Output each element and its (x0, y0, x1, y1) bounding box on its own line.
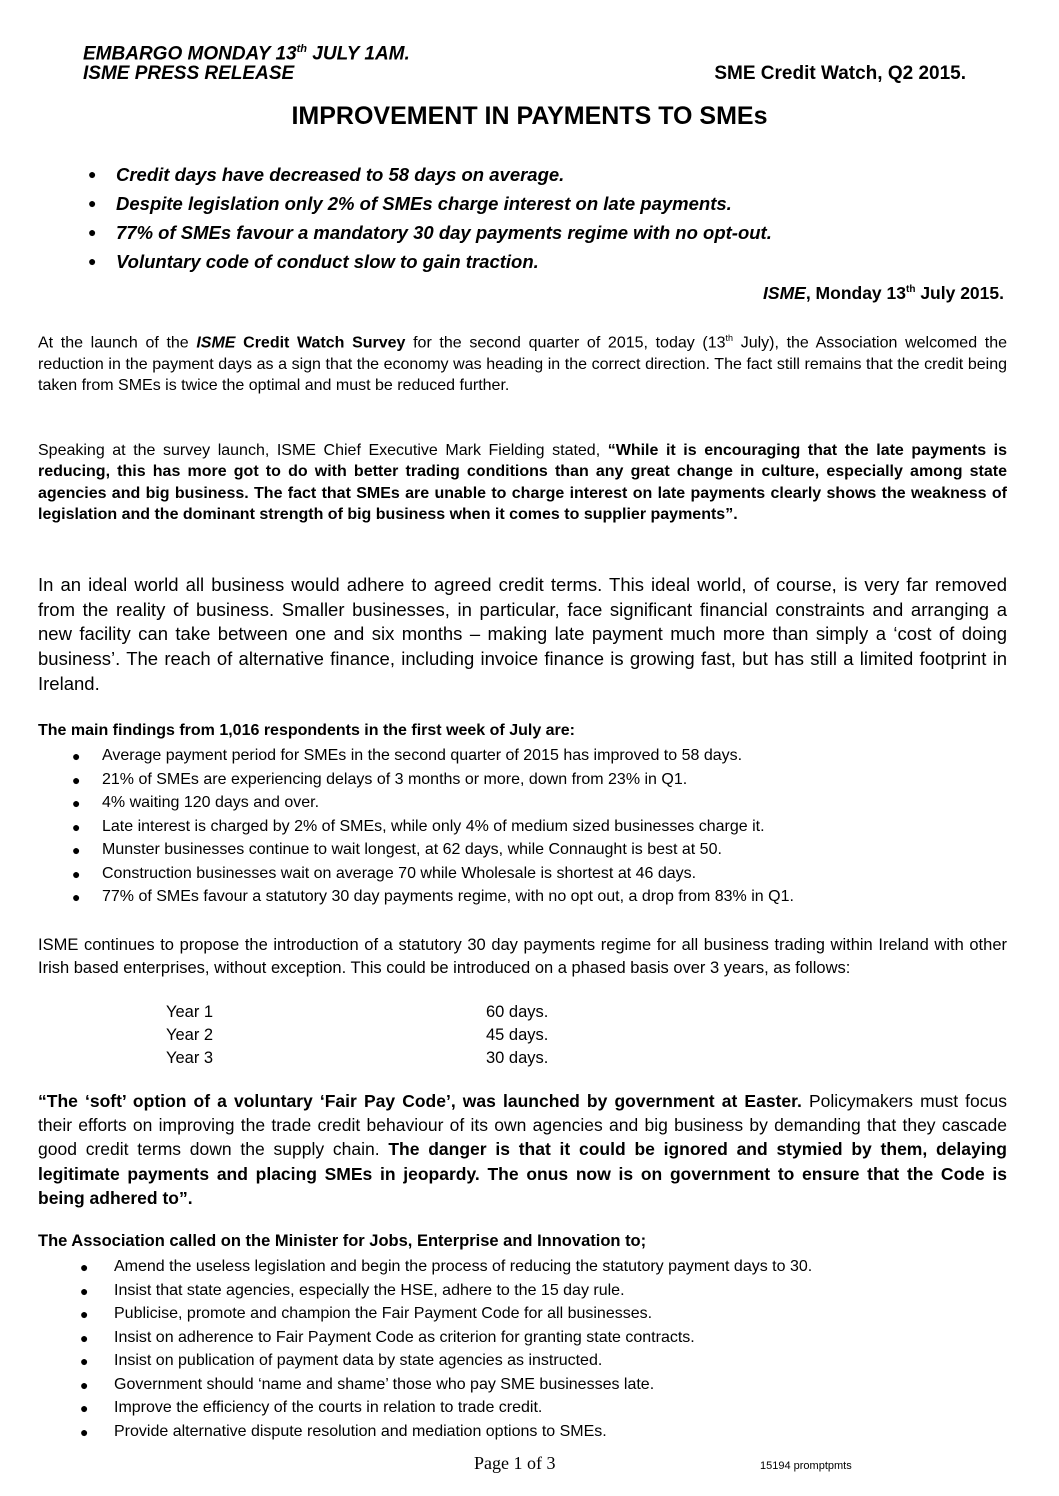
finding-text: 21% of SMEs are experiencing delays of 3 months or more, down from 23% in Q1. (102, 770, 688, 788)
list-item (0, 1349, 1059, 1373)
quote-paragraph (38, 440, 1007, 525)
schedule-year: Year 1 (166, 1003, 214, 1021)
embargo-line (83, 38, 410, 65)
fair-pay-paragraph (38, 1089, 1007, 1210)
dateline-date: , Monday 13 (805, 283, 906, 303)
key-bullet-text: Voluntary code of conduct slow to gain traction. (116, 251, 539, 272)
list-item (0, 744, 1059, 768)
bullet-icon: ● (72, 771, 81, 788)
schedule-year: Year 2 (166, 1026, 214, 1044)
intro-text-3: July), the Association welcomed the reduction in the payment days as a sign that the economy was heading in the correct direction. The fact still remains that the credit being taken from SMEs is twice the optimal and must be reduced further. (38, 334, 1007, 394)
actions-list (0, 1255, 1059, 1443)
schedule-year: Year 3 (166, 1049, 214, 1067)
action-text: Government should ‘name and shame’ those who pay SME businesses late. (114, 1375, 655, 1393)
embargo-sup: th (296, 43, 307, 55)
list-item (0, 1279, 1059, 1303)
bullet-icon: ● (88, 195, 97, 211)
action-text: Insist on adherence to Fair Payment Code as criterion for granting state contracts. (114, 1328, 695, 1346)
schedule-table (0, 1001, 1059, 1070)
list-item (0, 1396, 1059, 1420)
bullet-icon: ● (80, 1306, 89, 1322)
intro-text-2: for the second quarter of 2015, today (13 (405, 334, 726, 352)
proposal-paragraph: ISME continues to propose the introduction of a statutory 30 day payments regime for all business trading within Ireland with other Irish based enterprises, without exception. This could be introduced on a phased basis over 3 years, as follows: (38, 936, 1007, 977)
findings-heading: The main findings from 1,016 respondents in the first week of July are: (38, 722, 576, 739)
list-item (0, 1326, 1059, 1350)
intro-text: At the launch of the (38, 334, 197, 352)
table-row (0, 1047, 1059, 1070)
list-item (0, 1373, 1059, 1397)
bullet-icon: ● (80, 1376, 89, 1393)
action-text: Improve the efficiency of the courts in relation to trade credit. (114, 1399, 543, 1416)
action-text: Amend the useless legislation and begin the process of reducing the statutory payment days to 30. (114, 1258, 813, 1275)
schedule-days: 30 days. (486, 1049, 549, 1067)
bullet-icon: ● (72, 842, 81, 858)
list-item (0, 192, 1059, 221)
ceo-quote: “While it is encouraging that the late payments is reducing, this has more got to do with better trading conditions than any great change in culture, especially among state agencies and big business. The fact that SMEs are unable to charge interest on late payments clearly shows the weakness of legislation and the dominant strength of big business when it comes to supplier payments”. (38, 442, 1008, 523)
action-text: Insist that state agencies, especially the HSE, adhere to the 15 day rule. (114, 1281, 625, 1299)
embargo-text: EMBARGO MONDAY 13 (83, 43, 297, 65)
bullet-icon: ● (80, 1259, 89, 1275)
list-item (0, 768, 1059, 792)
bullet-icon: ● (72, 889, 81, 905)
page-title: IMPROVEMENT IN PAYMENTS TO SMEs (291, 102, 768, 130)
intro-org: ISME (196, 334, 236, 352)
dateline-org: ISME (763, 283, 806, 303)
key-bullet-text: Credit days have decreased to 58 days on average. (116, 164, 565, 185)
schedule-days: 45 days. (486, 1026, 549, 1044)
bullet-icon: ● (88, 166, 97, 182)
finding-text: 4% waiting 120 days and over. (102, 794, 320, 811)
dateline-year: July 2015. (915, 283, 1004, 303)
bullet-icon: ● (80, 1353, 89, 1369)
key-bullet-text: 77% of SMEs favour a mandatory 30 day payments regime with no opt-out. (116, 222, 772, 243)
finding-text: Average payment period for SMEs in the second quarter of 2015 has improved to 58 days. (102, 747, 743, 764)
fair-pay-quote: “The ‘soft’ option of a voluntary ‘Fair Pay Code’, was launched by government at Easter. (38, 1091, 802, 1111)
list-item (0, 221, 1059, 250)
intro-sup: th (725, 333, 734, 343)
credit-watch-label: SME Credit Watch, Q2 2015. (714, 63, 966, 84)
finding-text: 77% of SMEs favour a statutory 30 day payments regime, with no opt out, a drop from 83% in Q1. (102, 888, 794, 905)
list-item (0, 838, 1059, 862)
table-row (0, 1001, 1059, 1024)
list-item (0, 250, 1059, 279)
schedule-days: 60 days. (486, 1003, 549, 1021)
list-item (0, 1255, 1059, 1279)
bullet-icon: ● (72, 818, 81, 835)
action-text: Provide alternative dispute resolution and mediation options to SMEs. (114, 1422, 607, 1440)
fair-pay-danger: The danger is that it could be ignored and stymied by them, delaying legitimate payments and placing SMEs in jeopardy. The onus now is on government to ensure that the Code is being adhered to”. (38, 1139, 1007, 1208)
list-item (0, 1302, 1059, 1326)
embargo-time: JULY 1AM. (307, 43, 410, 65)
list-item (0, 791, 1059, 815)
action-text: Publicise, promote and champion the Fair Payment Code for all businesses. (114, 1305, 653, 1322)
bullet-icon: ● (88, 224, 97, 240)
fair-pay-text: Policymakers must focus their efforts on improving the trade credit behaviour of its own agencies and big business by demanding that they cascade good credit terms down the supply chain. (38, 1091, 1008, 1160)
key-bullet-text: Despite legislation only 2% of SMEs charge interest on late payments. (116, 193, 732, 214)
dateline-sup: th (906, 284, 916, 296)
findings-list (0, 744, 1059, 909)
list-item (0, 163, 1059, 192)
key-bullets (0, 163, 1059, 279)
intro-paragraph (38, 328, 1007, 396)
list-item (0, 815, 1059, 839)
bullet-icon: ● (80, 1329, 89, 1346)
bullet-icon: ● (72, 795, 81, 811)
list-item (0, 885, 1059, 909)
page-number: Page 1 of 3 (474, 1453, 556, 1473)
bullet-icon: ● (88, 253, 97, 269)
bullet-icon: ● (80, 1282, 89, 1299)
finding-text: Munster businesses continue to wait longest, at 62 days, while Connaught is best at 50. (102, 841, 722, 858)
bullet-icon: ● (72, 748, 81, 764)
quote-intro: Speaking at the survey launch, ISME Chief Executive Mark Fielding stated, (38, 442, 608, 459)
actions-heading: The Association called on the Minister for Jobs, Enterprise and Innovation to; (38, 1232, 647, 1250)
bullet-icon: ● (80, 1400, 89, 1416)
bullet-icon: ● (80, 1423, 89, 1440)
press-release-label: ISME PRESS RELEASE (83, 63, 295, 84)
list-item (0, 1420, 1059, 1444)
document-reference: 15194 promptpmts (760, 1460, 852, 1472)
table-row (0, 1024, 1059, 1047)
intro-survey: Credit Watch Survey (235, 334, 406, 352)
finding-text: Construction businesses wait on average 70 while Wholesale is shortest at 46 days. (102, 864, 697, 882)
finding-text: Late interest is charged by 2% of SMEs, while only 4% of medium sized businesses charge it. (102, 817, 765, 835)
action-text: Insist on publication of payment data by state agencies as instructed. (114, 1352, 603, 1369)
bullet-icon: ● (72, 865, 81, 882)
list-item (0, 862, 1059, 886)
dateline (763, 283, 1004, 304)
ideal-world-paragraph: In an ideal world all business would adhere to agreed credit terms. This ideal world, of course, is very far removed from the reality of business. Smaller businesses, in particular, face significant financial constraints and arranging a new facility can take between one and six months – making late payment much more than simply a ‘cost of doing business’. The reach of alternative finance, including invoice finance is growing fast, but has still a limited footprint in Ireland. (38, 574, 1007, 694)
